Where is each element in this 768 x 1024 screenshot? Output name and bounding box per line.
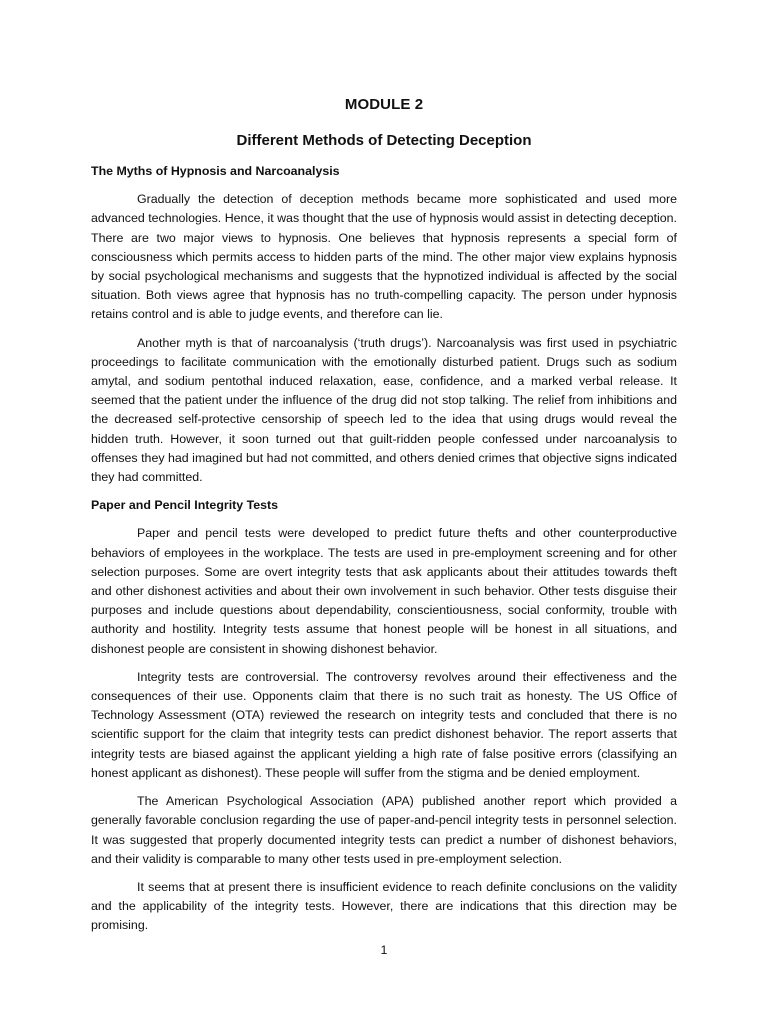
page-title: Different Methods of Detecting Deception <box>236 132 532 149</box>
paragraph: The American Psychological Association (APA) published another report which provided a generally favorable conclusion regarding the use of paper-and-pencil integrity tests in personnel selection. It was suggested that properly documented integrity tests can predict a number of dishonest behaviors, and their validity is comparable to many other tests used in pre-employment selection. <box>91 794 677 866</box>
section-heading: The Myths of Hypnosis and Narcoanalysis <box>91 164 340 178</box>
page-number: 1 <box>380 943 388 957</box>
section-hypnosis-narcoanalysis <box>91 162 677 487</box>
paragraph: Another myth is that of narcoanalysis (‘truth drugs’). Narcoanalysis was first used in psychiatric proceedings to facilitate communication with the emotionally disturbed patient. Drugs such as sodium amytal, and sodium pentothal induced relaxation, ease, confidence, and a marked verbal release. It seemed that the patient under the influence of the drug did not stop talking. The relief from inhibitions and the decreased self-protective censorship of speech led to the idea that using drugs would reveal the hidden truth. However, it soon turned out that guilt-ridden people confessed under narcoanalysis to offenses they had imagined but had not committed, and others denied crimes that objective signs indicated they had committed. <box>91 335 677 485</box>
paragraph: Gradually the detection of deception methods became more sophisticated and used more advanced technologies. Hence, it was thought that the use of hypnosis would assist in detecting deception. There are two major views to hypnosis. One believes that hypnosis represents a special form of consciousness which permits access to hidden parts of the mind. The other major view explains hypnosis by social psychological mechanisms and suggests that the hypnotized individual is affected by the social situation. Both views agree that hypnosis has no truth-compelling capacity. The person under hypnosis retains control and is able to judge events, and therefore can lie. <box>91 192 677 322</box>
section-integrity-tests <box>91 496 677 935</box>
section-heading: Paper and Pencil Integrity Tests <box>91 498 279 513</box>
document-page <box>91 0 677 1024</box>
document-body <box>91 162 677 945</box>
paragraph: Paper and pencil tests were developed to predict future thefts and other counterproductive behaviors of employees in the workplace. The tests are used in pre-employment screening and for other selection purposes. Some are overt integrity tests that ask applicants about their attitudes towards theft and other dishonest activities and about their own involvement in such behavior. Other tests disguise their purposes and include questions about dependability, conscientiousness, social conformity, trouble with authority and hostility. Integrity tests assume that honest people will be honest in all situations, and dishonest people are consistent in showing dishonest behavior. <box>91 526 677 656</box>
paragraph: It seems that at present there is insufficient evidence to reach definite conclusions on the validity and the applicability of the integrity tests. However, there are indications that this direction may be promising. <box>91 879 677 933</box>
module-label: MODULE 2 <box>344 96 424 113</box>
paragraph: Integrity tests are controversial. The controversy revolves around their effectiveness and the consequences of their use. Opponents claim that there is no such trait as honesty. The US Office of Technology Assessment (OTA) reviewed the research on integrity tests and concluded that there is no scientific support for the claim that integrity tests can predict dishonest behavior. The report asserts that integrity tests are biased against the applicant yielding a high rate of false positive errors (classifying an honest applicant as dishonest). These people will suffer from the stigma and be denied employment. <box>91 669 677 780</box>
